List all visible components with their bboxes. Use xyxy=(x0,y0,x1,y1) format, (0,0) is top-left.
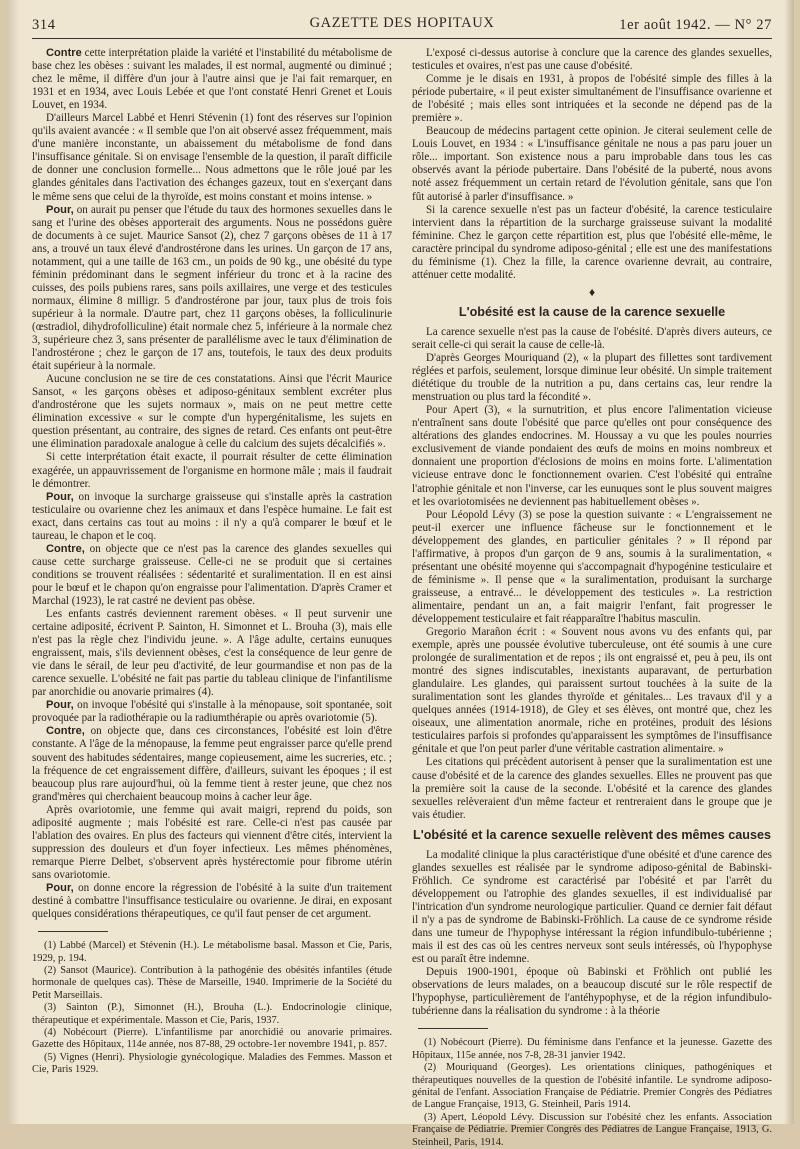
left-paragraph xyxy=(32,451,392,490)
footnote: (1) Labbé (Marcel) et Stévenin (H.). Le métabolisme basal. Masson et Cie, Paris, 1929, p. 194. xyxy=(32,940,392,964)
right-paragraph: La modalité clinique la plus caractéristique d'une obésité et d'une carence des glandes sexuelles est réalisée par le syndrome adiposo-génital de Babinski-Fröhlich. Ce syndrome est caractérisé par l'obésité et par l'arrêt du développement ou l'atrophie des glandes sexuelles, il est individualisé par l'intrication d'un syndrome neurologique particulier. Quand ce dernier fait défaut il n'y a pas de syndrome de Babinski-Fröhlich. La cause de ce syndrome réside dans une tumeur de l'hypophyse intéressant la région infundibulo-tubérienne ; mais il est des cas où les centres nerveux sont seuls intéressés, où l'hypophyse est ou paraît être indemne. xyxy=(412,848,772,966)
right-paragraph: L'exposé ci-dessus autorise à conclure que la carence des glandes sexuelles, testicules et ovaires, n'est pas une cause d'obésité. xyxy=(412,47,772,73)
footnote-rule xyxy=(418,1028,488,1029)
paragraph-text: Les enfants castrés deviennent rarement obèses. « Il peut survenir une certaine adiposité, écrivent P. Sainton, H. Simonnet et L. Brouha (3), mais elle n'est pas la règle chez l'individu jeune. ». A l'âge adulte, certains eunuques engraissent, mais, s'ils deviennent obèses, c'est la conséquence de leur genre de vie dans le sérail, de leur peu d'activité, de leur gourmandise et non pas de la carence sexuelle. L'obésité ne fait pas partie du tableau clinique de l'infantilisme par anorchidie ou anovarie primaires (4). xyxy=(32,608,392,699)
journal-title: GAZETTE DES HOPITAUX xyxy=(309,15,495,31)
paragraph-text: on aurait pu penser que l'étude du taux des hormones sexuelles dans le sang et l'urine des obèses apporterait des arguments. Nous ne possédons guère de documents à ce sujet. Maurice Sansot (2), chez 7 garçons obèses de 11 à 17 ans, a trouvé un taux élevé d'androstérone dans les urines. Un garçon de 17 ans, notamment, qui a une taille de 163 cm., un poids de 90 kg., une obésité du type féminin prédominant dans le segment inférieur du tronc et à la racine des cuisses, des poils pubiens rares, sans poils axillaires, une verge et des testicules normaux, élimine 8 milligr. 5 d'androstérone par jour, taux plus de trois fois supérieur à la normale. D'autre part, chez 11 garçons obèses, la folliculinurie (œstradiol, dihydrofolliculine) était normale chez 5, inférieure à la normale chez 3, supérieure chez 3, sans présenter de parallélisme avec le taux d'élimination de l'androstérone ; chez le garçon de 17 ans, toutefois, le taux des deux produits était supérieur à la normale. xyxy=(32,203,392,373)
footnote-rule xyxy=(38,931,108,932)
right-paragraph: Comme je le disais en 1931, à propos de l'obésité simple des filles à la période pubertaire, « il peut exister simultanément de l'insuffisance ovarienne et de l'obésité ; mais elles sont intriquées et la seconde ne dépend pas de la première ». xyxy=(412,73,772,125)
footnote: (3) Sainton (P.), Simonnet (H.), Brouha (L.). Endocrinologie clinique, thérapeutique et expérimentale. Masson et Cie, Paris, 1937. xyxy=(32,1002,392,1026)
paragraph-text: on invoque l'obésité qui s'installe à la ménopause, soit spontanée, soit provoquée par la radiothérapie ou la radiumthérapie ou après ovariotomie (5). xyxy=(32,699,392,725)
page-edge-shadow-left xyxy=(6,0,20,1124)
issue-date: 1er août 1942. — N° 27 xyxy=(619,17,772,33)
left-paragraph xyxy=(32,882,392,921)
left-paragraph xyxy=(32,204,392,374)
paragraph-text: Si cette interprétation était exacte, il pourrait résulter de cette élimination exagérée, un appauvrissement de l'organisme en hormone mâle ; mais il faudrait le démontrer. xyxy=(32,451,392,490)
left-paragraph xyxy=(32,491,392,543)
newspaper-page xyxy=(6,0,794,1148)
right-paragraph: Si la carence sexuelle n'est pas un facteur d'obésité, la carence testiculaire intervient dans la répartition de la surcharge graisseuse suivant la modalité féminine. Chez le garçon cette répartition est, plus que l'obésité elle-même, le caractère principal du syndrome adiposo-génital ; elle est une des manifestations du féminisme (1). Chez la fille, la carence ovarienne devrait, au contraire, atténuer cette modalité. xyxy=(412,203,772,281)
right-paragraph: Les citations qui précèdent autorisent à penser que la suralimentation est une cause d'obésité et de la carence des glandes sexuelles. Elles ne prouvent pas que la première soit la cause de la seconde. L'obésité et la carence des glandes sexuelles relèveraient d'un même facteur et rentreraient dans le groupe que je vais étudier. xyxy=(412,756,772,821)
right-paragraph: Beaucoup de médecins partagent cette opinion. Je citerai seulement celle de Louis Louvet, en 1934 : « L'insuffisance génitale ne nous a pas paru jouer un rôle... important. Son existence nous a paru improbable dans tous les cas observés avant la période pubertaire. Dans l'obésité de la puberté, nous avons noté assez fréquemment un certain retard de l'évolution génitale, sans que l'on fût autorisé à parler d'insuffisance. » xyxy=(412,125,772,203)
footnote: (5) Vignes (Henri). Physiologie gynécologique. Maladies des Femmes. Masson et Cie, Paris 1929. xyxy=(32,1051,392,1076)
right-paragraph: Pour Apert (3), « la surnutrition, et plus encore l'alimentation vicieuse n'entraînent sans doute l'obésité que parce qu'elles ont pour conséquence des altérations des glandes endocrines. M. Houssay a vu que les poules nourries exclusivement de viande pondaient des œufs de moins en moins nombreux et donnaient une proportion d'éclosions de moins en moins forte. L'alimentation vicieuse entrave donc le fonctionnement ovarien. C'est l'obésité qui entraîne l'atrophie génitale et non l'inverse, car les eunuques sont le plus souvent maigres et les ovariotomisées ne deviennent pas habituellement obèses ». xyxy=(412,404,772,508)
left-paragraph xyxy=(32,373,392,451)
right-paragraph: Pour Léopold Lévy (3) se pose la question suivante : « L'engraissement ne peut-il exercer une influence fâcheuse sur le fonctionnement et le développement des glandes, en particulier génitales ? » Il répond par l'affirmative, à propos d'un garçon de 9 ans, soumis à la suralimentation, « présentant une obésité moyenne qui s'accompagnait d'hypogénine testiculaire et de féminisme ». Il pense que « la suralimentation, produisant la surcharge graisseuse, a entravé... le développement des testicules ». La restriction alimentaire, pendant un an, a fait maigrir l'enfant, fait progresser le développement testiculaire et fait réapparaître l'habitus masculin. xyxy=(412,508,772,625)
page-edge-shadow-right xyxy=(784,0,794,1124)
right-paragraph: D'après Georges Mouriquand (2), « la plupart des fillettes sont tardivement réglées et parfois, seulement, lorsque diminue leur obésité. Un simple traitement diététique du trouble de la nutrition a pu, dans certains cas, leur rendre la menstruation ou plus tard la fécondité ». xyxy=(412,352,772,404)
left-paragraph xyxy=(32,699,392,725)
footnote: (4) Nobécourt (Pierre). L'infantilisme par anorchidié ou anovarie primaires. Gazette des Hôpitaux, 114e année, nos 87-88, 29 octobre-1er novembre 1941, p. 857. xyxy=(32,1026,392,1051)
right-column xyxy=(412,47,772,1149)
header-rule xyxy=(32,38,772,39)
paragraph-lead-word: Contre, xyxy=(46,725,85,738)
footnote: (1) Nobécourt (Pierre). Du féminisme dans l'enfance et la jeunesse. Gazette des Hôpitaux, 115e année, nos 7-8, 28-31 janvier 1942. xyxy=(412,1037,772,1061)
left-paragraph xyxy=(32,804,392,882)
paragraph-lead-word: Pour, xyxy=(46,699,74,712)
left-paragraph xyxy=(32,112,392,203)
paragraph-text: on invoque la surcharge graisseuse qui s'installe après la castration testiculaire ou ovarienne chez les animaux et dans l'espèce humaine. Le fait est exact, dans certains cas tout au moins : il n'y a qu'à comparer le bœuf et le taureau, le chapon et le coq. xyxy=(32,490,392,542)
paragraph-lead-word: Pour, xyxy=(46,490,74,503)
paragraph-text: on donne encore la régression de l'obésité à la suite d'un traitement destiné à combattre l'insuffisance testiculaire ou ovarienne. Je dirai, en exposant quelques considérations thérapeutiques, ce qu'il faut penser de cet argument. xyxy=(32,882,392,921)
article-columns xyxy=(32,47,772,1149)
right-paragraph: Gregorio Marañon écrit : « Souvent nous avons vu des enfants qui, par exemple, après une poussée évolutive tuberculeuse, ont été soumis à une cure prolongée de suralimentation et de repos ; ils ont engraissé et, peu à peu, ils ont montré des signes indiscutables, inexistants auparavant, de perturbation glandulaire. Les glandes, qui paraissent surtout touchées à la suite de la suralimentation sont les glandes thyroïde et génitales... Les travaux d'il y a quelques années (1914-1918), de Gley et ses élèves, ont montré que, chez les oiseaux, une alimentation anormale, riche en protéines, produit des lésions testiculaires parfois si profondes qu'apparaissent les symptômes de l'insuffisance génitale et que l'on peut parler d'une véritable castration alimentaire. » xyxy=(412,626,772,756)
paragraph-lead-word: Pour, xyxy=(46,203,74,216)
left-paragraph xyxy=(32,543,392,608)
left-paragraph xyxy=(32,47,392,112)
paragraph-lead-word: Contre xyxy=(46,47,82,59)
page-number: 314 xyxy=(32,17,56,33)
paragraph-text: cette interprétation plaide la variété et l'instabilité du métabolisme de base chez les obèses : suivant les malades, il est normal, augmenté ou diminué ; chez le même, il diffère d'un jour à l'autre ainsi que je l'ai fait remarquer, en 1931 et en 1934, avec Louis Lebée et que l'ont constaté Henri Grenet et Louis Louvet, en 1934. xyxy=(32,47,392,112)
paragraph-text: D'ailleurs Marcel Labbé et Henri Stévenin (1) font des réserves sur l'opinion qu'ils avaient avancée : « Il semble que l'on ait observé assez fréquemment, mais d'une manière inconstante, un abaissement du métabolisme de fond dans l'insuffisance génitale. Si on envisage l'ensemble de la question, il paraît difficile de donner une conclusion formelle... Nous admettons que le rôle joué par les glandes génitales dans l'activation des échanges gazeux, tout en s'exerçant dans le même sens que celui de la thyroïde, est moins constant et moins intense. » xyxy=(32,112,392,203)
section-heading: L'obésité est la cause de la carence sexuelle xyxy=(458,304,726,319)
left-column xyxy=(32,47,392,1149)
left-paragraph xyxy=(32,725,392,803)
paragraph-text: Après ovariotomie, une femme qui avait maigri, reprend du poids, son adiposité augmente ; mais l'obésité est rare. Celle-ci n'est pas causée par l'ablation des ovaires. En plus des facteurs qui viennent d'être cités, intervient la suppression des douleurs et d'un foyer infectieux. Les mêmes phénomènes, remarque Pierre Delbet, s'observent après hystérectomie pour fibrome utérin sans ovariotomie. xyxy=(32,803,392,881)
left-paragraph xyxy=(32,608,392,699)
paragraph-lead-word: Contre, xyxy=(46,542,85,555)
paragraph-text: Aucune conclusion ne se tire de ces constatations. Ainsi que l'écrit Maurice Sansot, « les garçons obèses et adiposo-génitaux semblent excréter plus d'androstérone que les sujets normaux », mais on ne peut mettre cette élimination excessive « sur le compte d'un hypergénitalisme, les sujets en question présentant, au contraire, des signes de retard. Ces enfants ont peut-être une élimination paradoxale analogue à celle du calcium des sujets décalcifiés ». xyxy=(32,373,392,451)
right-footnotes xyxy=(412,1037,772,1149)
footnote: (2) Mouriquand (Georges). Les orientations cliniques, pathogéniques et thérapeutiques nouvelles de la question de l'obésité infantile. Le syndrome adiposo-génital de l'enfant. Association Française de Pédiatrie. Premier Congrès des Pédiatres de Langue Française, 1913, G. Steinheil, Paris 1914. xyxy=(412,1062,772,1111)
footnote: (2) Sansot (Maurice). Contribution à la pathogénie des obésités infantiles (étude hormonale de quelques cas). Thèse de Marseille, 1940. Imprimerie de la Société du Petit Marseillais. xyxy=(32,964,392,1001)
paragraph-text: on objecte que, dans ces circonstances, l'obésité est loin d'être constante. A l'âge de la ménopause, la femme peut engraisser parce qu'elle prend souvent des habitudes sédentaires, mange copieusement, aime les sucreries, etc. ; la fréquence de cet engraissement diffère, d'ailleurs, suivant les époques ; il est beaucoup plus rare aujourd'hui, où la femme tient à rester jeune, que chez nos grand'mères qui cherchaient beaucoup moins à cacher leur âge. xyxy=(32,725,392,803)
paragraph-lead-word: Pour, xyxy=(46,882,74,894)
left-footnotes xyxy=(32,940,392,1076)
right-paragraph: Depuis 1900-1901, époque où Babinski et Fröhlich ont publié les observations de leurs malades, on a beaucoup discuté sur le rôle respectif de l'hypophyse, particulièrement de l'antéhypophyse, et de la région infundibulo-tubérienne dans la réalisation du syndrome : à la théorie xyxy=(412,966,772,1018)
page-header xyxy=(32,8,772,34)
footnote: (3) Apert, Léopold Lévy. Discussion sur l'obésité chez les enfants. Association Française de Pédiatrie. Premier Congrès des Pédiatres de Langue Française, 1913, G. Steinheil, Paris, 1914. xyxy=(412,1111,772,1148)
section-heading: L'obésité et la carence sexuelle relèvent des mêmes causes xyxy=(413,827,771,842)
paragraph-text: on objecte que ce n'est pas la carence des glandes sexuelles qui cause cette surcharge graisseuse. Celle-ci ne se produit que si certaines conditions se trouvent réalisées : sédentarité et suralimentation. Il en est ainsi pour le bœuf et le chapon qu'on engraisse pour l'alimentation. D'après Cramer et Marchal (1923), le rat castré ne devient pas obèse. xyxy=(32,542,392,607)
section-ornament: ♦ xyxy=(588,284,596,299)
right-paragraph: La carence sexuelle n'est pas la cause de l'obésité. D'après divers auteurs, ce serait celle-ci qui serait la cause de celle-là. xyxy=(412,325,772,351)
